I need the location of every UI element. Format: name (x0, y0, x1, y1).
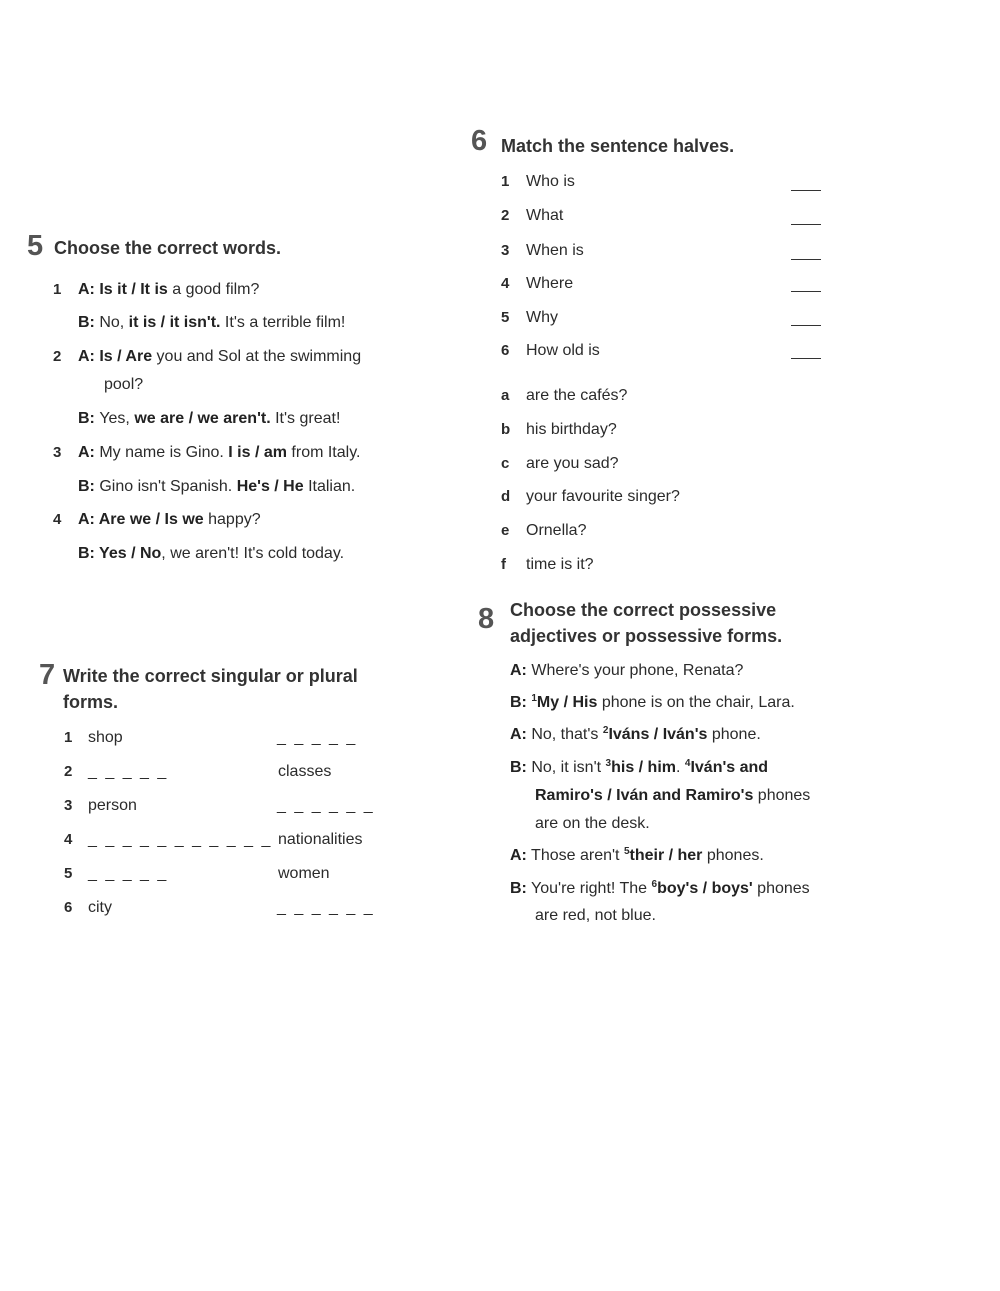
s7-item-2-answer[interactable]: _ _ _ _ _ (88, 763, 169, 780)
s7-item-1: 1 shop (64, 729, 123, 746)
s7-item-5: 5 _ _ _ _ _ (64, 865, 169, 882)
s8-line-2: B: $^1$My / His phone is on the chair, Lara. (510, 693, 795, 711)
s6-item-4: 4 Where (501, 275, 574, 292)
s5-item-3-b: B: Gino isn't Spanish. He's / He Italian. (78, 478, 356, 495)
s5-item-2-a-cont: pool? (104, 376, 144, 393)
section-8-title-line-1: Choose the correct possessive (510, 600, 777, 620)
s5-item-1-b-options[interactable]: it is / it isn't. (128, 314, 221, 331)
section-5-number: 5 (27, 230, 44, 262)
s7-item-1-answer[interactable]: _ _ _ _ _ (277, 729, 358, 746)
section-7-title-line-2: forms. (63, 692, 119, 712)
s5-item-2-b: B: Yes, we are / we aren't. It's great! (78, 410, 341, 427)
section-8-title-line-2: adjectives or possessive forms. (510, 626, 783, 646)
s8-line-4: B: No, it isn't $^3$his / him. $^4$Iván's and (510, 758, 769, 776)
s6-ending-e: e Ornella? (501, 522, 587, 539)
s8-line-1: A: Where's your phone, Renata? (510, 662, 744, 679)
s8-line-9: are red, not blue. (535, 907, 656, 924)
section-8-number: 8 (478, 603, 495, 635)
s8-line-5: Ramiro's / Iván and Ramiro's phones (535, 787, 811, 804)
s7-item-4-answer[interactable]: _ _ _ _ _ _ _ _ _ _ _ (88, 831, 273, 848)
s8-line-3: A: No, that's $^2$Iváns / Iván's phone. (510, 725, 761, 743)
s5-item-3-b-options[interactable]: He's / He (236, 478, 304, 495)
s7-item-5-given: women (278, 865, 330, 882)
s5-item-4-b: B: Yes / No, we aren't! It's cold today. (78, 545, 345, 562)
s8-gap-5-options[interactable]: their / her (629, 847, 703, 864)
s6-item-2: 2 What (501, 207, 564, 224)
section-6-number: 6 (471, 125, 488, 157)
s5-item-3-a: 3 A: My name is Gino. I is / am from Italy. (53, 444, 361, 461)
s5-item-2-b-options[interactable]: we are / we aren't. (134, 410, 271, 427)
s6-answer-blank-3[interactable] (791, 258, 821, 260)
s6-answer-blank-1[interactable] (791, 189, 821, 191)
s5-item-4-a-options[interactable]: Are we / Is we (98, 511, 204, 528)
s5-item-2-a: 2 A: Is / Are you and Sol at the swimming (53, 348, 362, 365)
s6-item-6: 6 How old is (501, 342, 600, 359)
section-6-title: Match the sentence halves. (501, 136, 735, 156)
s7-item-4-given: nationalities (278, 831, 363, 848)
s6-ending-f: f time is it? (501, 556, 594, 573)
s5-item-2-a-options[interactable]: Is / Are (99, 348, 153, 365)
s6-answer-blank-2[interactable] (791, 223, 821, 225)
s6-item-3: 3 When is (501, 242, 584, 259)
s7-item-2: 2 _ _ _ _ _ (64, 763, 169, 780)
s8-gap-3-options[interactable]: his / him (611, 759, 676, 776)
section-7-title-line-1: Write the correct singular or plural (63, 666, 358, 686)
s8-gap-4-options[interactable]: Iván's and (690, 759, 769, 776)
s8-gap-1-options[interactable]: My / His (536, 694, 598, 711)
s6-answer-blank-4[interactable] (791, 290, 821, 292)
s7-item-2-given: classes (278, 763, 332, 780)
s6-ending-b: b his birthday? (501, 421, 617, 438)
s6-ending-d: d your favourite singer? (501, 488, 680, 505)
s6-answer-blank-5[interactable] (791, 324, 821, 326)
section-7-number: 7 (39, 659, 56, 691)
s6-ending-a: a are the cafés? (501, 387, 628, 404)
s5-item-1-a-options[interactable]: Is it / It is (99, 281, 168, 298)
s6-item-1: 1 Who is (501, 173, 575, 190)
s6-ending-c: c are you sad? (501, 455, 619, 472)
s5-item-4-a: 4 A: Are we / Is we happy? (53, 511, 261, 528)
s5-item-1-a: 1 A: Is it / It is a good film? (53, 281, 260, 298)
section-5-title: Choose the correct words. (54, 238, 282, 258)
s7-item-3-answer[interactable]: _ _ _ _ _ _ (277, 797, 375, 814)
s7-item-6-answer[interactable]: _ _ _ _ _ _ (277, 899, 375, 916)
s8-line-6: are on the desk. (535, 815, 650, 832)
s8-gap-2-options[interactable]: Iváns / Iván's (608, 726, 708, 743)
s7-item-3: 3 person (64, 797, 137, 814)
s5-item-3-a-options[interactable]: I is / am (228, 444, 287, 461)
s8-line-7: A: Those aren't $^5$their / her phones. (510, 846, 764, 864)
s6-answer-blank-6[interactable] (791, 357, 821, 359)
s6-item-5: 5 Why (501, 309, 558, 326)
s7-item-6: 6 city (64, 899, 112, 916)
s8-gap-6-options[interactable]: boy's / boys' (657, 880, 753, 897)
s5-item-4-b-options[interactable]: Yes / No (99, 545, 162, 562)
s7-item-4: 4 _ _ _ _ _ _ _ _ _ _ _ (64, 831, 273, 848)
s8-gap-4-options-cont[interactable]: Ramiro's / Iván and Ramiro's (535, 787, 754, 804)
s7-item-5-answer[interactable]: _ _ _ _ _ (88, 865, 169, 882)
s5-item-1-b: B: No, it is / it isn't. It's a terrible film! (78, 314, 346, 331)
s8-line-8: B: You're right! The $^6$boy's / boys' phones (510, 879, 810, 897)
